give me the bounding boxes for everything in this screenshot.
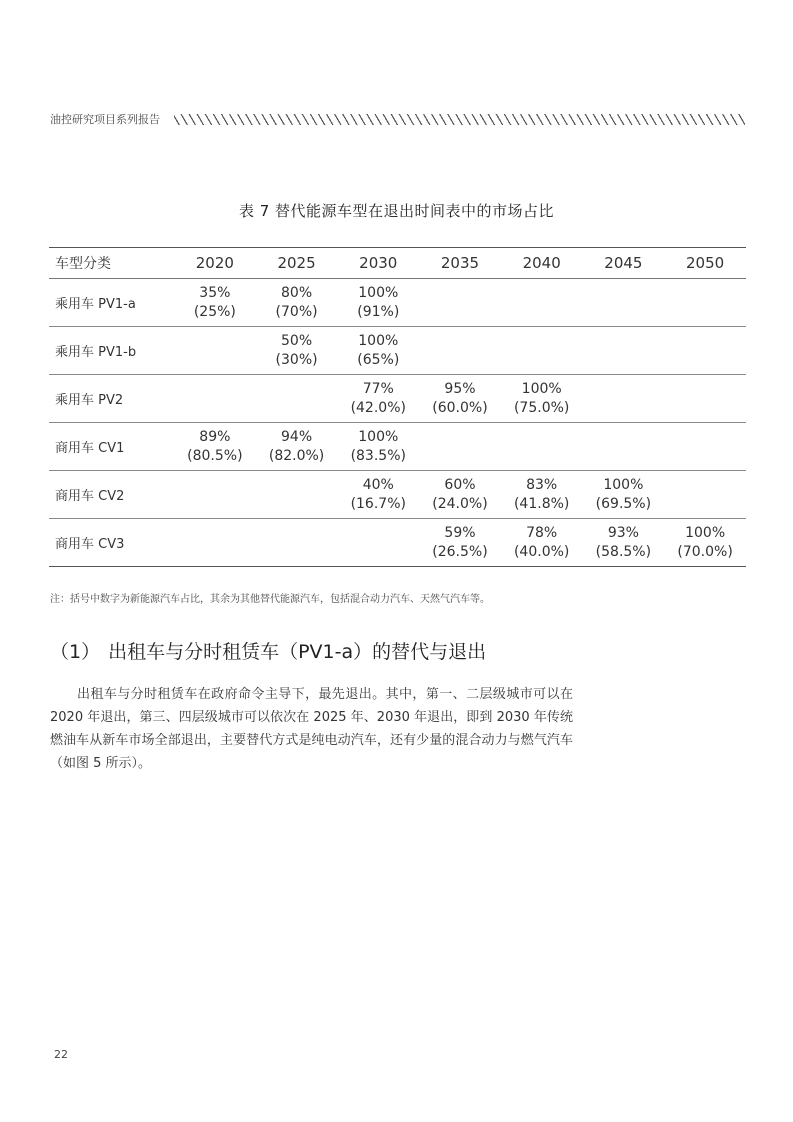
table-row xyxy=(49,375,746,423)
share-cell xyxy=(419,423,501,471)
total-share-value: 100% xyxy=(521,380,562,397)
total-share-value: 80% xyxy=(281,284,313,301)
share-cell xyxy=(256,327,338,375)
table-row xyxy=(49,519,746,567)
share-cell xyxy=(664,423,746,471)
ev-share-value: (30%) xyxy=(275,351,318,368)
share-cell xyxy=(419,519,501,567)
running-title: 油控研究项目系列报告 xyxy=(50,113,160,126)
ev-share-value: (42.0%) xyxy=(350,399,406,416)
share-cell xyxy=(664,471,746,519)
vehicle-category-cell: 乘用车 PV1-b xyxy=(55,345,137,360)
share-cell xyxy=(664,375,746,423)
page-number: 22 xyxy=(54,1048,68,1061)
share-cell xyxy=(337,423,419,471)
total-share-value: 100% xyxy=(603,476,644,493)
section-heading xyxy=(50,637,486,664)
year-header: 2050 xyxy=(686,254,725,272)
ev-share-value: (80.5%) xyxy=(187,447,243,464)
ev-share-value: (69.5%) xyxy=(595,495,652,512)
ev-share-value: (91%) xyxy=(357,303,400,320)
share-cell xyxy=(419,327,501,375)
ev-share-value: (26.5%) xyxy=(432,543,488,560)
vehicle-category-cell: 乘用车 PV1-a xyxy=(55,297,136,312)
share-cell xyxy=(583,279,665,327)
vehicle-category-cell: 商用车 CV2 xyxy=(55,489,125,504)
share-cell xyxy=(419,471,501,519)
share-cell xyxy=(583,423,665,471)
share-cell xyxy=(174,375,256,423)
ev-share-value: (41.8%) xyxy=(513,495,570,512)
section-number: （1） xyxy=(50,641,101,663)
year-header: 2035 xyxy=(440,254,480,272)
year-header: 2045 xyxy=(604,254,643,272)
share-cell xyxy=(174,519,256,567)
market-share-table xyxy=(49,247,746,567)
section-title: 出租车与分时租赁车（PV1-a）的替代与退出 xyxy=(108,641,487,663)
share-cell xyxy=(501,519,583,567)
category-header: 车型分类 xyxy=(55,256,111,272)
year-header: 2040 xyxy=(522,254,561,272)
share-cell xyxy=(337,519,419,567)
share-cell xyxy=(664,279,746,327)
share-cell xyxy=(256,519,338,567)
ev-share-value: (58.5%) xyxy=(595,543,652,560)
total-share-value: 94% xyxy=(281,428,313,445)
total-share-value: 100% xyxy=(358,428,399,445)
table-row xyxy=(49,471,746,519)
ev-share-value: (70.0%) xyxy=(677,543,733,560)
total-share-value: 83% xyxy=(526,476,558,493)
total-share-value: 40% xyxy=(362,476,394,493)
share-cell xyxy=(174,327,256,375)
table-header-row xyxy=(49,248,746,279)
ev-share-value: (60.0%) xyxy=(432,399,488,416)
ev-share-value: (16.7%) xyxy=(350,495,406,512)
total-share-value: 100% xyxy=(358,332,399,349)
ev-share-value: (75.0%) xyxy=(513,399,570,416)
ev-share-value: (83.5%) xyxy=(350,447,406,464)
vehicle-category-cell: 商用车 CV3 xyxy=(55,537,125,552)
ev-share-value: (25%) xyxy=(193,303,236,320)
total-share-value: 78% xyxy=(526,524,558,541)
share-cell xyxy=(501,423,583,471)
share-cell xyxy=(337,375,419,423)
table-note: 注：括号中数字为新能源汽车占比，其余为其他替代能源汽车，包括混合动力汽车、天然气汽车等。 xyxy=(50,594,490,605)
total-share-value: 100% xyxy=(358,284,399,301)
share-cell xyxy=(583,471,665,519)
decorative-hatch-rule xyxy=(174,114,745,125)
total-share-value: 95% xyxy=(444,380,476,397)
share-cell xyxy=(256,375,338,423)
share-cell xyxy=(337,279,419,327)
share-cell xyxy=(419,375,501,423)
share-cell xyxy=(419,279,501,327)
ev-share-value: (82.0%) xyxy=(268,447,325,464)
share-cell xyxy=(256,279,338,327)
total-share-value: 59% xyxy=(444,524,476,541)
vehicle-category-cell: 乘用车 PV2 xyxy=(55,393,124,408)
share-cell xyxy=(501,471,583,519)
table-row xyxy=(49,423,746,471)
year-header: 2020 xyxy=(195,254,234,272)
table-row xyxy=(49,327,746,375)
table-row xyxy=(49,279,746,327)
share-cell xyxy=(583,375,665,423)
share-cell xyxy=(256,423,338,471)
vehicle-category-cell: 商用车 CV1 xyxy=(55,441,125,456)
year-header: 2025 xyxy=(277,254,316,272)
ev-share-value: (70%) xyxy=(275,303,318,320)
share-cell xyxy=(337,471,419,519)
share-cell xyxy=(174,423,256,471)
share-cell xyxy=(174,279,256,327)
total-share-value: 89% xyxy=(199,428,231,445)
share-cell xyxy=(583,327,665,375)
total-share-value: 100% xyxy=(685,524,726,541)
share-cell xyxy=(664,519,746,567)
share-cell xyxy=(501,279,583,327)
total-share-value: 77% xyxy=(362,380,394,397)
share-cell xyxy=(501,327,583,375)
body-paragraph: 出租车与分时租赁车在政府命令主导下，最先退出。其中，第一、二层级城市可以在 2020 年退出，第三、四层级城市可以依次在 2025 年、2030 年退出，即到 2030 年传统燃油车从新车市场全部退出，主要替代方式是纯电动汽车，还有少量的混合动力与燃气汽车（如图 5 所示）。 xyxy=(50,687,573,771)
share-cell xyxy=(664,327,746,375)
ev-share-value: (24.0%) xyxy=(432,495,488,512)
share-cell xyxy=(583,519,665,567)
share-cell xyxy=(174,471,256,519)
share-cell xyxy=(337,327,419,375)
total-share-value: 60% xyxy=(444,476,476,493)
ev-share-value: (65%) xyxy=(357,351,400,368)
total-share-value: 50% xyxy=(281,332,313,349)
table-title: 表 7 替代能源车型在退出时间表中的市场占比 xyxy=(238,202,555,220)
total-share-value: 35% xyxy=(199,284,231,301)
year-header: 2030 xyxy=(359,254,398,272)
ev-share-value: (40.0%) xyxy=(513,543,570,560)
share-cell xyxy=(256,471,338,519)
running-header xyxy=(50,110,745,128)
share-cell xyxy=(501,375,583,423)
total-share-value: 93% xyxy=(607,524,639,541)
